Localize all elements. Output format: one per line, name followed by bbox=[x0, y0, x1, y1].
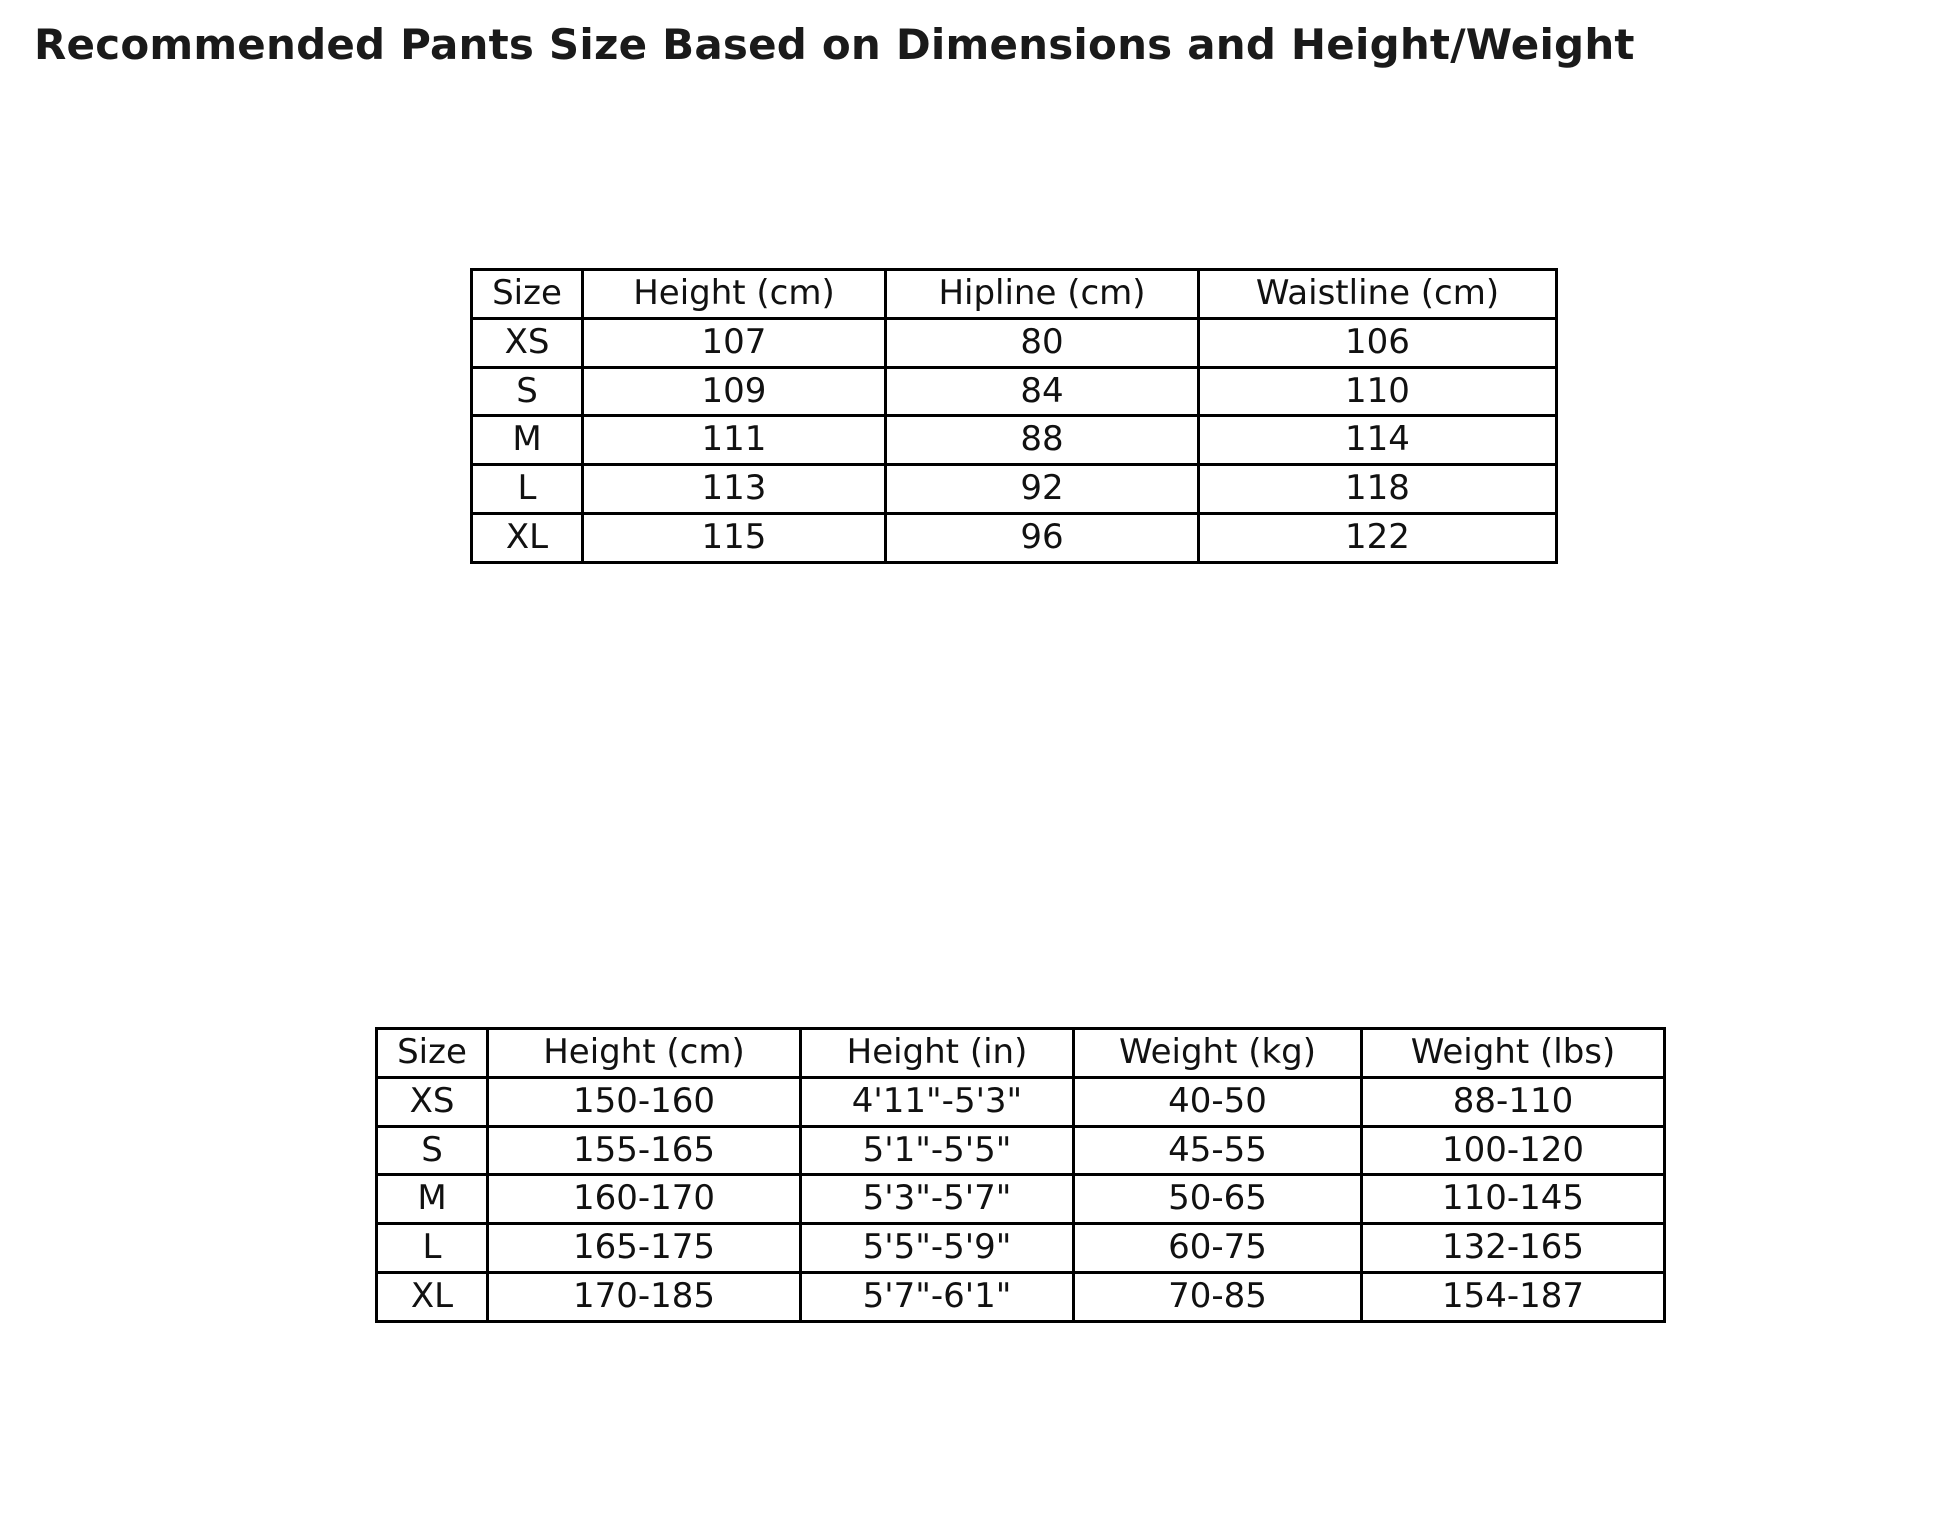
pants-dimensions-table bbox=[470, 268, 1558, 564]
cell-hipline-cm: 84 bbox=[886, 367, 1199, 416]
cell-height-cm: 165-175 bbox=[488, 1224, 801, 1273]
column-header-hipline-cm: Hipline (cm) bbox=[886, 270, 1199, 319]
column-header-height-in: Height (in) bbox=[801, 1029, 1074, 1078]
cell-height-cm: 150-160 bbox=[488, 1077, 801, 1126]
cell-waistline-cm: 114 bbox=[1199, 416, 1557, 465]
table-row bbox=[472, 465, 1557, 514]
cell-hipline-cm: 92 bbox=[886, 465, 1199, 514]
table-row bbox=[377, 1224, 1665, 1273]
cell-size: L bbox=[472, 465, 583, 514]
cell-height-cm: 170-185 bbox=[488, 1272, 801, 1321]
cell-weight-kg: 70-85 bbox=[1074, 1272, 1362, 1321]
table-row bbox=[377, 1175, 1665, 1224]
table-header-row bbox=[472, 270, 1557, 319]
cell-height-in: 5'3"-5'7" bbox=[801, 1175, 1074, 1224]
cell-size: XL bbox=[377, 1272, 488, 1321]
cell-height-cm: 155-165 bbox=[488, 1126, 801, 1175]
cell-weight-lbs: 110-145 bbox=[1362, 1175, 1665, 1224]
cell-size: XS bbox=[377, 1077, 488, 1126]
cell-size: S bbox=[472, 367, 583, 416]
cell-height-in: 5'1"-5'5" bbox=[801, 1126, 1074, 1175]
cell-weight-kg: 40-50 bbox=[1074, 1077, 1362, 1126]
table-row bbox=[377, 1272, 1665, 1321]
cell-weight-lbs: 88-110 bbox=[1362, 1077, 1665, 1126]
page-title: Recommended Pants Size Based on Dimensions and Height/Weight bbox=[34, 20, 1635, 69]
cell-height-cm: 113 bbox=[583, 465, 886, 514]
table-header-row bbox=[377, 1029, 1665, 1078]
cell-weight-lbs: 154-187 bbox=[1362, 1272, 1665, 1321]
table-row bbox=[377, 1077, 1665, 1126]
cell-weight-kg: 60-75 bbox=[1074, 1224, 1362, 1273]
cell-weight-lbs: 100-120 bbox=[1362, 1126, 1665, 1175]
column-header-weight-kg: Weight (kg) bbox=[1074, 1029, 1362, 1078]
column-header-height-cm: Height (cm) bbox=[488, 1029, 801, 1078]
cell-weight-kg: 50-65 bbox=[1074, 1175, 1362, 1224]
cell-height-in: 5'7"-6'1" bbox=[801, 1272, 1074, 1321]
cell-height-cm: 160-170 bbox=[488, 1175, 801, 1224]
cell-size: L bbox=[377, 1224, 488, 1273]
cell-hipline-cm: 80 bbox=[886, 318, 1199, 367]
cell-waistline-cm: 122 bbox=[1199, 513, 1557, 562]
cell-size: XL bbox=[472, 513, 583, 562]
cell-size: S bbox=[377, 1126, 488, 1175]
cell-size: M bbox=[377, 1175, 488, 1224]
pants-height-weight-table bbox=[375, 1027, 1666, 1323]
cell-height-cm: 115 bbox=[583, 513, 886, 562]
column-header-size: Size bbox=[472, 270, 583, 319]
table-row bbox=[472, 416, 1557, 465]
cell-hipline-cm: 96 bbox=[886, 513, 1199, 562]
column-header-size: Size bbox=[377, 1029, 488, 1078]
cell-height-in: 5'5"-5'9" bbox=[801, 1224, 1074, 1273]
cell-waistline-cm: 118 bbox=[1199, 465, 1557, 514]
table-row bbox=[472, 318, 1557, 367]
table-row bbox=[472, 367, 1557, 416]
table-row bbox=[472, 513, 1557, 562]
cell-waistline-cm: 110 bbox=[1199, 367, 1557, 416]
cell-height-cm: 111 bbox=[583, 416, 886, 465]
cell-size: XS bbox=[472, 318, 583, 367]
cell-height-cm: 109 bbox=[583, 367, 886, 416]
cell-hipline-cm: 88 bbox=[886, 416, 1199, 465]
cell-height-cm: 107 bbox=[583, 318, 886, 367]
cell-size: M bbox=[472, 416, 583, 465]
cell-waistline-cm: 106 bbox=[1199, 318, 1557, 367]
column-header-height-cm: Height (cm) bbox=[583, 270, 886, 319]
column-header-waistline-cm: Waistline (cm) bbox=[1199, 270, 1557, 319]
cell-weight-lbs: 132-165 bbox=[1362, 1224, 1665, 1273]
column-header-weight-lbs: Weight (lbs) bbox=[1362, 1029, 1665, 1078]
cell-height-in: 4'11"-5'3" bbox=[801, 1077, 1074, 1126]
table-row bbox=[377, 1126, 1665, 1175]
cell-weight-kg: 45-55 bbox=[1074, 1126, 1362, 1175]
